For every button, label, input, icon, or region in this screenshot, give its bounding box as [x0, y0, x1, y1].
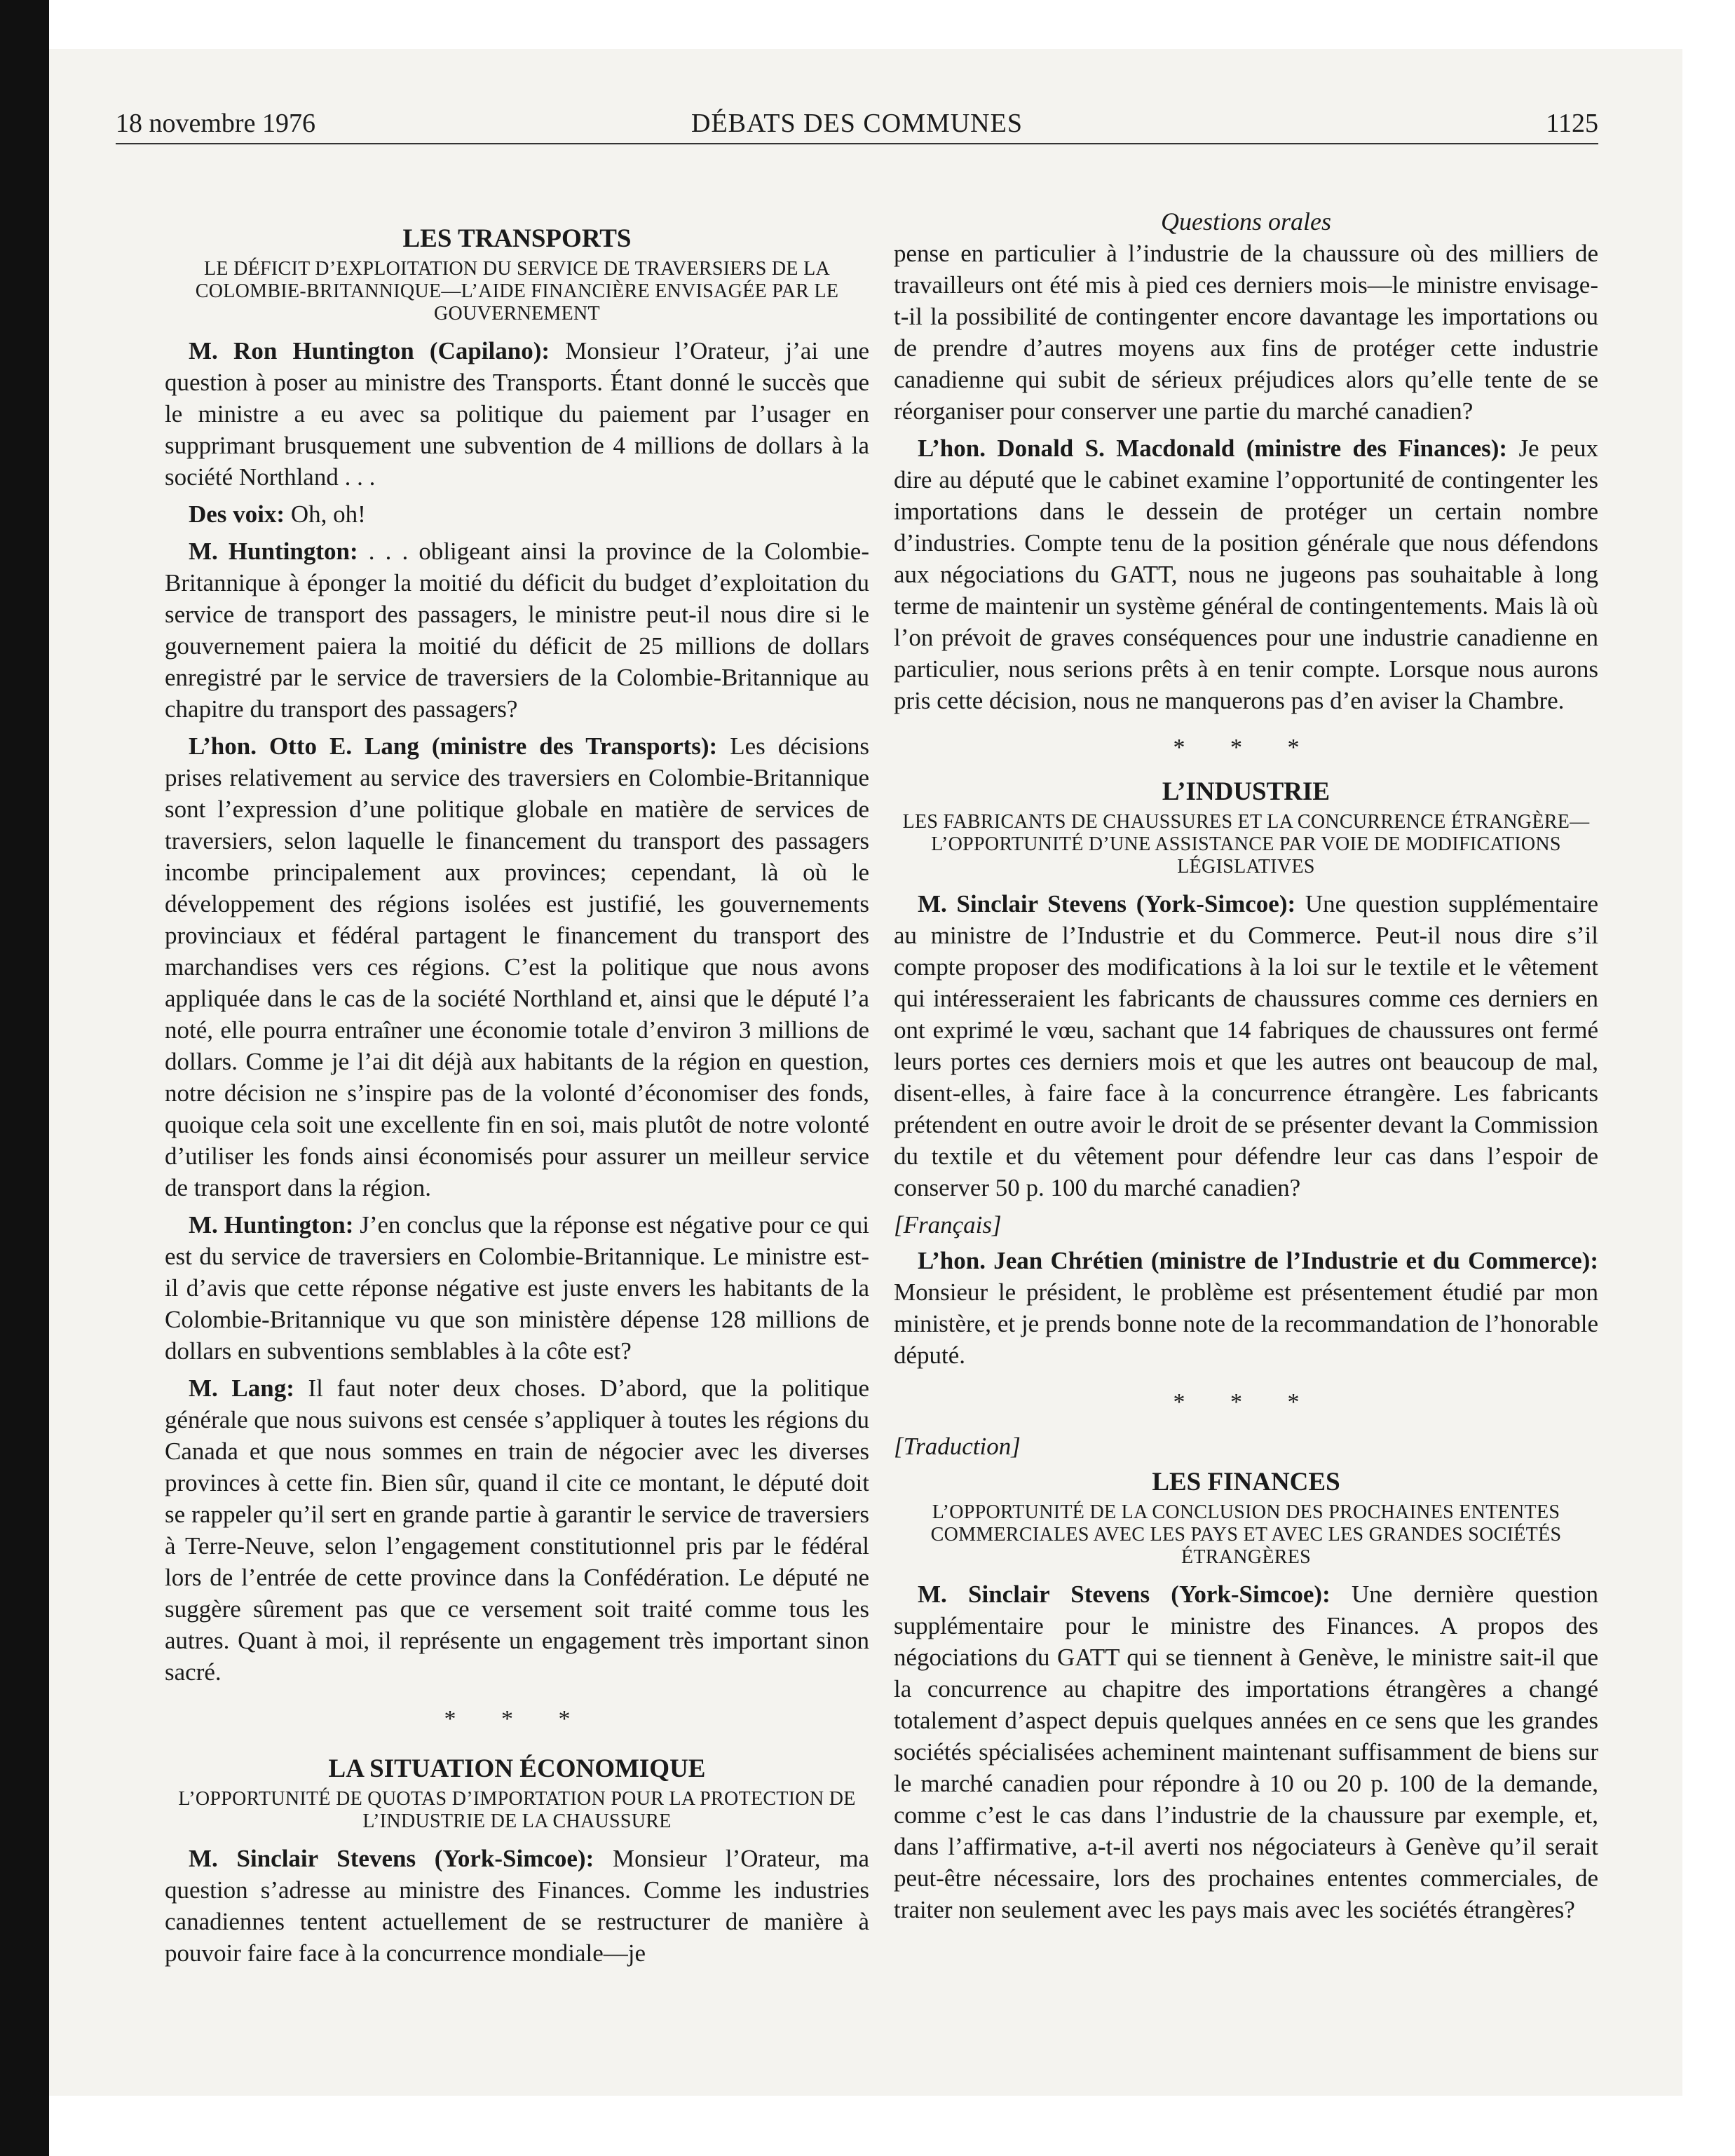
language-marker: [Français]: [894, 1211, 1002, 1239]
section-subtitle-situation-economique: L’OPPORTUNITÉ DE QUOTAS D’IMPORTATION POUR LA PROTECTION DE L’INDUSTRIE DE LA CHAUSSURE: [178, 1788, 856, 1832]
speech: Monsieur l’Orateur, ma question s’adresse au ministre des Finances. Comme les industries canadiennes tentent actuellement de se restructurer de manière à pouvoir faire face à la concurrence mondiale—je: [165, 1845, 869, 1967]
speech: Monsieur le président, le problème est présentement étudié par mon ministère, et je prends bonne note de la recommandation de l’honorable député.: [894, 1278, 1598, 1369]
speech: Oh, oh!: [285, 500, 366, 528]
section-separator: * * *: [1173, 1389, 1319, 1415]
speaker: L’hon. Jean Chrétien (ministre de l’Industrie et du Commerce):: [918, 1247, 1598, 1274]
right-column: [894, 238, 1598, 1931]
speech: Une dernière question supplémentaire pour le ministre des Finances. A propos des négociations du GATT qui se tiennent à Genève, le ministre sait-il que la concurrence au chapitre des importations étrangères a changé totalement d’aspect depuis quelques années en ce sens que les grandes sociétés spécialisées acheminent maintenant suffisamment de biens sur le marché canadien pour répondre à 10 ou 20 p. 100 de la demande, comme c’est le cas dans l’industrie de la chaussure par exemple, et, dans l’affirmative, a-t-il averti nos négociateurs à Genève qu’il serait peut-être nécessaire, lors des prochaines ententes commerciales, de traiter non seulement avec les pays mais avec les sociétés étrangères?: [894, 1581, 1598, 1923]
section-title-industrie: L’INDUSTRIE: [1162, 777, 1331, 806]
header-page-number: 1125: [1546, 109, 1598, 138]
paragraph: [165, 1209, 869, 1367]
section-separator: * * *: [1173, 735, 1319, 760]
paragraph: [165, 730, 869, 1203]
section-subtitle-finances: L’OPPORTUNITÉ DE LA CONCLUSION DES PROCHAINES ENTENTES COMMERCIALES AVEC LES PAYS ET AVEC LES GRANDES SOCIÉTÉS ÉTRANGÈRES: [930, 1501, 1562, 1568]
section-subtitle-transports: LE DÉFICIT D’EXPLOITATION DU SERVICE DE TRAVERSIERS DE LA COLOMBIE-BRITANNIQUE—L’AIDE FINANCIÈRE ENVISAGÉE PAR LE GOUVERNEMENT: [195, 258, 839, 325]
running-head: Questions orales: [1161, 207, 1331, 236]
speaker: M. Huntington:: [189, 538, 358, 565]
speech: Il faut noter deux choses. D’abord, que la politique générale que nous suivons est censée s’appliquer à toutes les régions du Canada et que nous sommes en train de négocier avec les diverses provinces à cette fin. Bien sûr, quand il cite ce montant, le député doit se rappeler qu’il sert en grande partie à garantir le service de traversiers à Terre-Neuve, selon l’engagement constitutionnel pris par le fédéral lors de l’entrée de cette province dans la Confédération. Le député ne suggère sûrement pas que ce versement soit traité comme tous les autres. Quant à moi, il représente un engagement très important sinon sacré.: [165, 1374, 869, 1686]
speech: . . . obligeant ainsi la province de la Colombie-Britannique à éponger la moitié du déficit du budget d’exploitation du service de transport des passagers, le ministre peut-il nous dire si le gouvernement paiera la moitié du déficit de 25 millions de dollars enregistré par le service de traversiers de la Colombie-Britannique au chapitre du transport des passagers?: [165, 538, 869, 723]
paragraph: [165, 1372, 869, 1688]
speech: Je peux dire au député que le cabinet examine l’opportunité de contingenter les importations dans le dessein de protéger un certain nombre d’industries. Compte tenu de la position générale que nous défendons aux négociations du GATT, nous ne jugeons pas souhaitable à long terme de maintenir un système général de contingentements. Mais là où l’on prévoit de graves conséquences pour une industrie canadienne en particulier, nous serions prêts à en tenir compte. Lorsque nous aurons pris cette décision, nous ne manquerons pas d’en aviser la Chambre.: [894, 435, 1598, 714]
left-column: [165, 205, 869, 1974]
paragraph: [894, 1578, 1598, 1925]
section-title-finances: LES FINANCES: [1152, 1468, 1340, 1496]
section-subtitle-industrie: LES FABRICANTS DE CHAUSSURES ET LA CONCURRENCE ÉTRANGÈRE—L’OPPORTUNITÉ D’UNE ASSISTANCE PAR VOIE DE MODIFICATIONS LÉGISLATIVES: [902, 811, 1590, 878]
speaker: M. Lang:: [189, 1374, 294, 1402]
speech: Une question supplémentaire au ministre de l’Industrie et du Commerce. Peut-il nous dire s’il compte proposer des modifications à la loi sur le textile et le vêtement qui intéresseraient les fabricants de chaussures comme ces derniers en ont exprimé le vœu, sachant que 14 fabriques de chaussures ont fermé leurs portes ces derniers mois et que les autres ont beaucoup de mal, disent-elles, à faire face à la concurrence étrangère. Les fabricants prétendent en outre avoir le droit de se présenter devant la Commission du textile et du vêtement pour défendre leur cas dans l’espoir de conserver 50 p. 100 du marché canadien?: [894, 890, 1598, 1201]
section-title-transports: LES TRANSPORTS: [402, 224, 632, 253]
speech: Monsieur l’Orateur, j’ai une question à poser au ministre des Transports. Étant donné le succès que le ministre a eu avec sa politique du paiement par l’usager en supprimant brusquement une subvention de 4 millions de dollars à la société Northland . . .: [165, 337, 869, 491]
paragraph: [894, 432, 1598, 716]
paragraph: [165, 498, 869, 530]
speaker: M. Huntington:: [189, 1211, 354, 1239]
page-header: [116, 104, 1598, 144]
speaker: L’hon. Otto E. Lang (ministre des Transports):: [189, 732, 718, 760]
speech: J’en conclus que la réponse est négative pour ce qui est du service de traversiers en Colombie-Britannique. Le ministre est-il d’avis que cette réponse négative est juste envers les habitants de la Colombie-Britannique vu que son ministère dépense 128 millions de dollars en subventions semblables à la côte est?: [165, 1211, 870, 1365]
language-marker: [Traduction]: [894, 1433, 1021, 1460]
speaker: M. Sinclair Stevens (York-Simcoe):: [918, 1581, 1331, 1608]
section-separator: * * *: [444, 1706, 590, 1732]
speaker: L’hon. Donald S. Macdonald (ministre des Finances):: [918, 435, 1508, 462]
paragraph-continued: pense en particulier à l’industrie de la chaussure où des milliers de travailleurs ont été mis à pied ces derniers mois—le ministre envisage-t-il la possibilité de contingenter encore davantage les importations ou de prendre d’autres moyens aux fins de protéger cette industrie canadienne qui subit de sérieux préjudices alors qu’elle tente de se réorganiser pour conserver une partie du marché canadien?: [894, 240, 1598, 425]
section-title-situation-economique: LA SITUATION ÉCONOMIQUE: [328, 1754, 706, 1783]
speaker: Des voix:: [189, 500, 285, 528]
header-date: 18 novembre 1976: [116, 109, 315, 138]
paragraph: [165, 335, 869, 493]
speaker: M. Sinclair Stevens (York-Simcoe):: [918, 890, 1296, 917]
speaker: M. Ron Huntington (Capilano):: [189, 337, 550, 364]
speaker: M. Sinclair Stevens (York-Simcoe):: [189, 1845, 594, 1872]
paragraph: [894, 888, 1598, 1203]
header-title: DÉBATS DES COMMUNES: [691, 109, 1023, 138]
paragraph: [165, 535, 869, 725]
paragraph: [165, 1843, 869, 1969]
paragraph: [894, 1245, 1598, 1371]
speech: Les décisions prises relativement au service des traversiers en Colombie-Britannique sont l’expression d’une politique globale en matière de services de traversiers, selon laquelle le financement du transport des passagers incombe principalement aux provinces; cependant, là où le développement des régions isolées est justifié, les gouvernements provinciaux et fédéral partagent le financement du transport des marchandises vers ces régions. C’est la politique que nous avons appliquée dans le cas de la société Northland et, ainsi que le député l’a noté, elle pourra entraîner une économie totale d’environ 3 millions de dollars. Comme je l’ai dit déjà aux habitants de la région en question, notre décision ne s’inspire pas de la volonté d’économiser des fonds, quoique cela soit une excellente fin en soi, mais plutôt de notre volonté d’utiliser les fonds ainsi économisés pour assurer un meilleur service de transport dans la région.: [165, 732, 869, 1201]
scan-edge: [0, 0, 49, 2156]
